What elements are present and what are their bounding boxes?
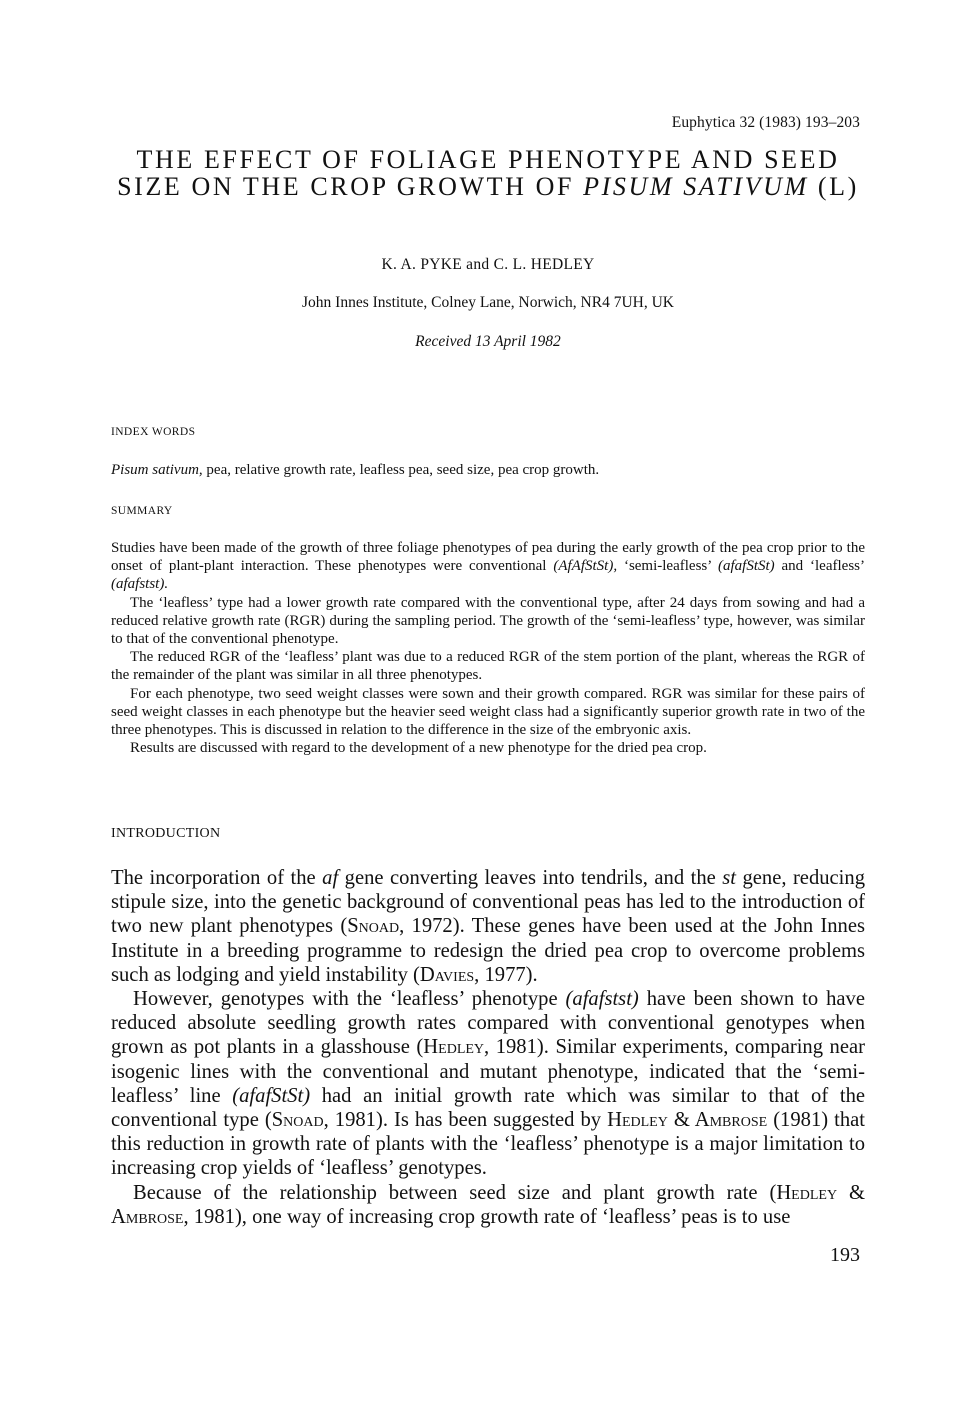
summary-paragraph: For each phenotype, two seed weight classes were sown and their growth compared. RGR was similar for these pairs of seed weight classes in each phenotype but the heavier seed weight class had a significantly superior growth rate in two of the three phenotypes. This is discussed in relation to the difference in the size of the embryonic axis.: [111, 685, 865, 739]
citation-ref: Hedley & Ambrose: [111, 1181, 865, 1228]
citation-ref: Hedley: [423, 1036, 485, 1059]
paper-title: [100, 146, 876, 200]
affiliation: John Innes Institute, Colney Lane, Norwich, NR4 7UH, UK: [302, 294, 674, 311]
title-main: THE EFFECT OF FOLIAGE PHENOTYPE AND SEED SIZE ON THE CROP GROWTH OF: [117, 145, 840, 201]
summary-paragraph: The reduced RGR of the ‘leafless’ plant was due to a reduced RGR of the stem portion of the plant, whereas the RGR of the remainder of the plant was similar in all three phenotypes.: [111, 649, 865, 684]
summary-paragraph: Studies have been made of the growth of three foliage phenotypes of pea during the early growth of the pea crop prior to the onset of plant-plant interaction. These phenotypes were conventional (AfAfStSt), ‘semi-leafless’ (afafStSt) and ‘leafless’ (afafstst).: [111, 540, 865, 593]
body-paragraph: Because of the relationship between seed size and plant growth rate (Hedley & Ambrose, 1981), one way of increasing crop growth rate of ‘leafless’ peas is to use: [111, 1181, 865, 1228]
index-words: [111, 462, 865, 479]
citation-ref: Hedley & Ambrose: [607, 1109, 768, 1132]
title-species: PISUM SATIVUM: [583, 172, 809, 201]
introduction-text: [111, 866, 865, 1229]
authors: K. A. PYKE and C. L. HEDLEY: [381, 256, 595, 273]
keyword-list: pea, relative growth rate, leafless pea, seed size, pea crop growth.: [202, 462, 600, 478]
received-date: Received 13 April 1982: [415, 333, 561, 350]
summary-paragraph: Results are discussed with regard to the development of a new phenotype for the dried pea crop.: [130, 740, 707, 757]
citation-ref: Snoad: [347, 915, 400, 938]
summary-heading: SUMMARY: [111, 505, 173, 517]
citation-ref: Snoad: [271, 1109, 324, 1132]
index-words-heading: INDEX WORDS: [111, 426, 196, 438]
citation-ref: Davies: [419, 963, 475, 986]
page-number: 193: [830, 1244, 860, 1266]
journal-citation: Euphytica 32 (1983) 193–203: [671, 114, 860, 131]
body-paragraph: However, genotypes with the ‘leafless’ phenotype (afafstst) have been shown to have reduced absolute seedling growth rates compared with conventional genotypes when grown as pot plants in a glasshouse (Hedley, 1981). Similar experiments, comparing near isogenic lines with the conventional and mutant phenotype, indicated that the ‘semi-leafless’ line (afafStSt) had an initial growth rate which was similar to that of the conventional type (Snoad, 1981). Is has been suggested by Hedley & Ambrose (1981) that this reduction in growth rate of plants with the ‘leafless’ phenotype is a major limitation to increasing crop yields of ‘leafless’ genotypes.: [111, 988, 866, 1180]
keyword-species: Pisum sativum,: [111, 462, 203, 478]
body-paragraph: The incorporation of the af gene converting leaves into tendrils, and the st gene, reducing stipule size, into the genetic background of conventional peas has led to the introduction of two new plant phenotypes (Snoad, 1972). These genes have been used at the John Innes Institute in a breeding programme to redesign the dried pea crop to overcome problems such as lodging and yield instability (Davies, 1977).: [111, 867, 866, 986]
summary-paragraph: The ‘leafless’ type had a lower growth rate compared with the conventional type, after 24 days from sowing and had a reduced relative growth rate (RGR) during the sampling period. The growth of the ‘semi-leafless’ type, however, was similar to that of the conventional phenotype.: [111, 594, 865, 648]
title-suffix: (L): [808, 172, 859, 201]
summary-text: [111, 539, 865, 757]
introduction-heading: INTRODUCTION: [111, 826, 221, 841]
